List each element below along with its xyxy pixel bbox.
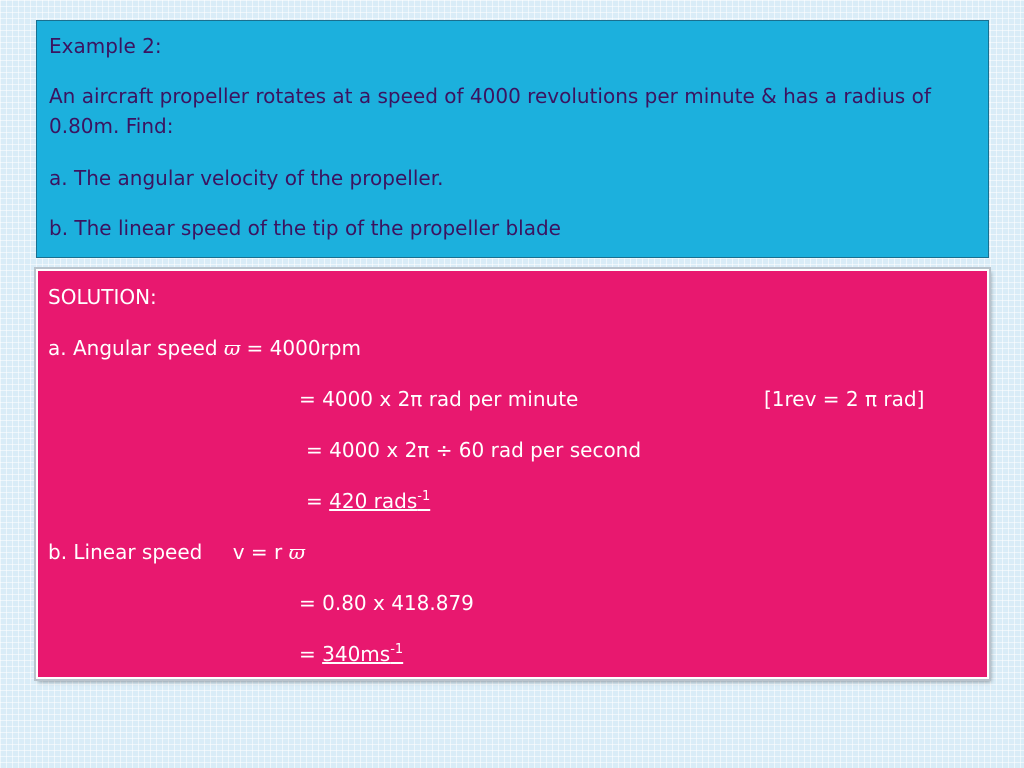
omega-symbol: ϖ	[223, 336, 241, 360]
angular-result-exponent: -1	[417, 489, 431, 504]
angular-step-1: = 4000 x 2π rad per minute	[299, 387, 579, 411]
angular-step-2: = 4000 x 2π ÷ 60 rad per second	[306, 438, 642, 462]
solution-box	[36, 269, 989, 679]
problem-box	[36, 20, 989, 258]
revolution-note: [1rev = 2 π rad]	[764, 387, 925, 411]
angular-result-line: = 420 rads$^{-1}$	[306, 489, 431, 513]
linear-result-line: = $340ms^{-1}$	[299, 642, 404, 666]
angular-speed-label: a. Angular speed	[48, 336, 218, 360]
problem-part-b: b. The linear speed of the tip of the propeller blade	[49, 216, 561, 240]
linear-step-1: = 0.80 x 418.879	[299, 591, 474, 615]
angular-speed-line	[48, 335, 361, 361]
linear-speed-label: b. Linear speed	[48, 540, 203, 564]
linear-result-exponent: -1	[390, 642, 404, 657]
linear-speed-formula: v = r	[232, 540, 283, 564]
example-title: Example 2:	[49, 34, 162, 58]
omega-symbol: ϖ	[288, 540, 305, 564]
problem-statement: An aircraft propeller rotates at a speed of 4000 revolutions per minute & has a radius of 0.80m. Find:	[49, 84, 931, 138]
angular-speed-rpm: = 4000rpm	[246, 336, 361, 360]
angular-result: 420 rads$^{-1}$	[329, 489, 431, 513]
problem-part-a: a. The angular velocity of the propeller.	[49, 166, 444, 190]
solution-heading: SOLUTION:	[48, 285, 157, 309]
linear-result: $340ms^{-1}$	[322, 642, 404, 666]
linear-speed-line	[48, 539, 305, 565]
